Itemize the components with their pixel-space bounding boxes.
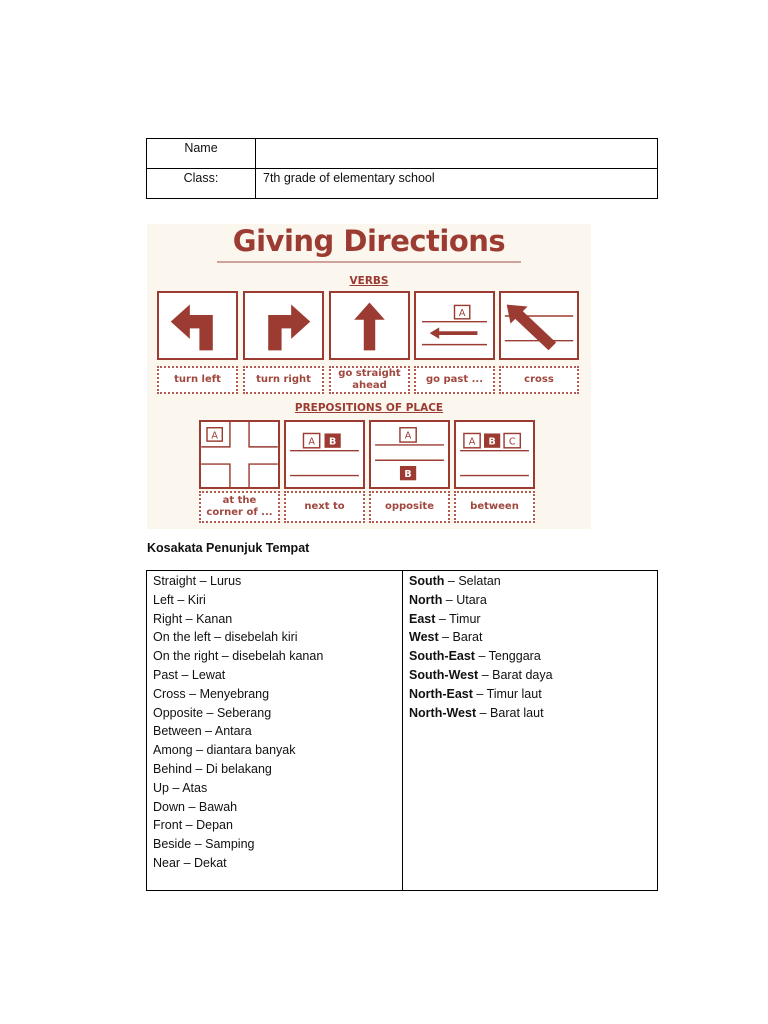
vocab-term: North (409, 592, 443, 607)
verb-caption-go-past: go past ... (414, 366, 495, 394)
between-icon (454, 420, 535, 489)
vocab-term: East (409, 611, 436, 626)
vocab-term: South-East (409, 649, 475, 664)
letter-a: A (404, 430, 412, 442)
vocab-separator: – (180, 855, 194, 870)
list-item (153, 572, 402, 591)
list-item (153, 779, 402, 798)
prepositions-heading: PREPOSITIONS OF PLACE (294, 402, 444, 414)
table-row (147, 571, 658, 891)
turn-right-arrow-icon (243, 291, 324, 360)
table-row (147, 169, 658, 199)
vocab-separator: – (474, 649, 489, 664)
giving-directions-poster (147, 224, 591, 529)
vocab-term: North-East (409, 686, 473, 701)
vocab-meaning: Dekat (194, 855, 227, 870)
list-item (153, 798, 402, 817)
vocab-meaning: Selatan (458, 574, 501, 588)
verb-caption-cross: cross (499, 366, 579, 394)
vocab-term: Between (153, 724, 202, 739)
letter-b: B (328, 436, 337, 448)
vocab-term: Straight (153, 574, 197, 588)
vocab-right-list (403, 571, 657, 722)
vocab-term: Among (153, 743, 193, 758)
vocab-separator: – (173, 592, 188, 607)
verb-caption-go-straight: go straight ahead (329, 366, 410, 394)
vocab-meaning: Kanan (196, 611, 233, 626)
vocab-meaning: Kiri (187, 592, 206, 607)
vocab-meaning: Timur laut (486, 686, 542, 701)
vocab-separator: – (435, 611, 450, 626)
list-item (153, 816, 402, 835)
next-to-icon (284, 420, 365, 489)
vocab-left-column (147, 571, 403, 891)
straight-arrow-icon (329, 291, 410, 360)
turn-left-arrow-icon (157, 291, 238, 360)
list-item (409, 666, 657, 685)
vocab-term: South-West (409, 667, 479, 682)
title-underline (217, 261, 521, 263)
list-item (153, 685, 402, 704)
name-value (256, 139, 658, 169)
vocab-meaning: Utara (456, 592, 487, 607)
letter-a: A (308, 436, 315, 448)
list-item (153, 628, 402, 647)
vocabulary-table (146, 570, 658, 891)
list-item (153, 647, 402, 666)
vocab-separator: – (184, 799, 199, 814)
vocab-term: North-West (409, 705, 477, 720)
vocab-meaning: Bawah (198, 799, 238, 814)
letter-b: B (488, 436, 496, 448)
letter-a: A (468, 436, 476, 448)
list-item (153, 722, 402, 741)
list-item (409, 610, 657, 629)
vocab-separator: – (182, 611, 197, 626)
list-item (153, 760, 402, 779)
vocab-separator: – (191, 761, 206, 776)
name-label: Name (147, 139, 256, 169)
list-item (153, 741, 402, 760)
list-item (409, 647, 657, 666)
verbs-heading: VERBS (349, 275, 389, 287)
vocab-meaning: Lurus (210, 574, 242, 588)
go-past-icon (414, 291, 495, 360)
verb-caption-turn-left: turn left (157, 366, 238, 394)
vocab-meaning: Depan (196, 818, 233, 833)
vocab-separator: – (476, 705, 491, 720)
vocab-separator: – (203, 705, 217, 720)
vocab-term: Beside (153, 837, 192, 852)
vocab-meaning: Timur (449, 611, 481, 626)
student-info-table (146, 138, 658, 199)
vocab-meaning: Antara (214, 724, 252, 739)
class-value: 7th grade of elementary school (256, 169, 658, 199)
vocab-left-list (147, 571, 402, 873)
verb-caption-turn-right: turn right (243, 366, 324, 394)
vocab-meaning: Barat daya (492, 667, 553, 682)
vocab-term: Near (153, 855, 181, 870)
poster-title (147, 224, 591, 258)
vocab-meaning: Tenggara (488, 649, 541, 664)
list-item (153, 835, 402, 854)
list-item (409, 628, 657, 647)
list-item (409, 685, 657, 704)
vocab-meaning: disebelah kanan (232, 649, 324, 664)
vocab-term: South (409, 574, 445, 588)
vocab-term: Behind (153, 761, 192, 776)
vocab-term: Front (153, 818, 183, 833)
list-item (409, 704, 657, 723)
letter-b: B (404, 468, 412, 480)
vocab-term: Cross (153, 686, 186, 701)
vocab-separator: – (178, 667, 192, 682)
vocab-separator: – (478, 667, 493, 682)
vocab-separator: – (168, 780, 183, 795)
class-label: Class: (147, 169, 256, 199)
vocab-term: Opposite (153, 705, 204, 720)
vocab-meaning: Atas (182, 780, 208, 795)
list-item (153, 610, 402, 629)
list-item (153, 704, 402, 723)
list-item (409, 591, 657, 610)
vocab-separator: – (196, 574, 210, 588)
poster-title-text: Giving Directions (232, 224, 506, 258)
vocab-separator: – (444, 574, 459, 588)
corner-icon (199, 420, 280, 489)
vocab-term: West (409, 630, 439, 645)
list-item (153, 666, 402, 685)
list-item (409, 572, 657, 591)
letter-a: A (458, 307, 466, 319)
vocab-meaning: Samping (205, 837, 255, 852)
vocab-separator: – (218, 649, 233, 664)
vocab-meaning: Di belakang (205, 761, 272, 776)
vocab-term: Down (153, 799, 185, 814)
cross-street-icon (499, 291, 579, 360)
vocab-separator: – (192, 743, 207, 758)
prep-caption-corner: at the corner of ... (199, 491, 280, 523)
vocab-separator: – (182, 818, 197, 833)
vocab-meaning: diantara banyak (206, 743, 296, 758)
letter-c: C (508, 436, 516, 448)
vocab-separator: – (210, 630, 225, 645)
list-item (153, 854, 402, 873)
prep-caption-opposite: opposite (369, 491, 450, 523)
vocab-right-column (403, 571, 658, 891)
letter-a: A (211, 430, 218, 442)
vocab-term: Left (153, 592, 174, 607)
prep-caption-next-to: next to (284, 491, 365, 523)
vocab-term: Past (153, 667, 179, 682)
opposite-icon (369, 420, 450, 489)
list-item (153, 591, 402, 610)
vocab-meaning: Seberang (216, 705, 272, 720)
vocab-meaning: Lewat (191, 667, 226, 682)
vocab-meaning: Barat laut (490, 705, 544, 720)
vocab-meaning: disebelah kiri (224, 630, 298, 645)
table-row (147, 139, 658, 169)
vocab-term: On the left (153, 630, 211, 645)
vocab-separator: – (442, 592, 457, 607)
vocab-heading: Kosakata Penunjuk Tempat (147, 541, 310, 555)
vocab-term: On the right (153, 649, 219, 664)
vocab-separator: – (438, 630, 453, 645)
vocab-term: Right (153, 611, 183, 626)
vocab-meaning: Menyebrang (199, 686, 270, 701)
vocab-separator: – (472, 686, 487, 701)
vocab-term: Up (153, 780, 169, 795)
vocab-separator: – (201, 724, 215, 739)
vocab-separator: – (191, 837, 206, 852)
vocab-separator: – (185, 686, 200, 701)
prep-caption-between: between (454, 491, 535, 523)
vocab-meaning: Barat (452, 630, 483, 645)
